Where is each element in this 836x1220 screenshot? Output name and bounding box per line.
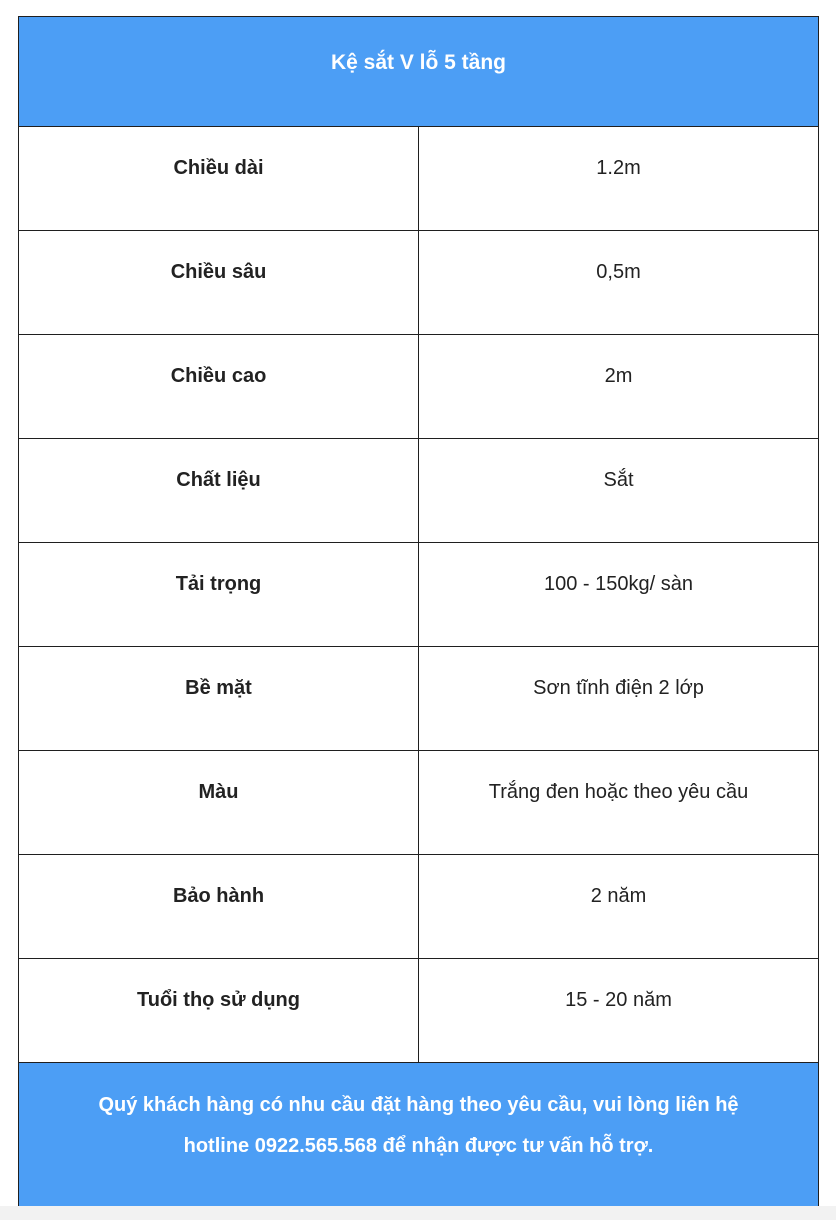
table-row-color bbox=[19, 751, 819, 855]
contact-note-line2: hotline 0922.565.568 để nhận được tư vấn hỗ trợ. bbox=[183, 1135, 654, 1157]
table-row-length bbox=[19, 127, 819, 231]
row-value: 0,5m bbox=[419, 231, 819, 335]
row-label: Chiều dài bbox=[19, 127, 419, 231]
row-value: Trắng đen hoặc theo yêu cầu bbox=[419, 751, 819, 855]
row-value: Sơn tĩnh điện 2 lớp bbox=[419, 647, 819, 751]
table-row-depth bbox=[19, 231, 819, 335]
row-label: Tải trọng bbox=[19, 543, 419, 647]
spec-table bbox=[18, 16, 819, 1209]
table-row-height bbox=[19, 335, 819, 439]
row-label: Màu bbox=[19, 751, 419, 855]
table-row-surface bbox=[19, 647, 819, 751]
contact-note bbox=[19, 1063, 819, 1209]
table-row-load bbox=[19, 543, 819, 647]
table-row-warranty bbox=[19, 855, 819, 959]
table-footer-row bbox=[19, 1063, 819, 1209]
row-value: 2m bbox=[419, 335, 819, 439]
row-value: 15 - 20 năm bbox=[419, 959, 819, 1063]
row-label: Chất liệu bbox=[19, 439, 419, 543]
row-label: Bề mặt bbox=[19, 647, 419, 751]
row-value: 1.2m bbox=[419, 127, 819, 231]
table-header-row bbox=[19, 17, 819, 127]
row-label: Bảo hành bbox=[19, 855, 419, 959]
table-row-lifespan bbox=[19, 959, 819, 1063]
row-value: Sắt bbox=[419, 439, 819, 543]
table-title: Kệ sắt V lỗ 5 tầng bbox=[19, 17, 819, 127]
row-label: Chiều sâu bbox=[19, 231, 419, 335]
page-bottom-strip bbox=[0, 1206, 836, 1220]
contact-note-line1: Quý khách hàng có nhu cầu đặt hàng theo yêu cầu, vui lòng liên hệ bbox=[98, 1094, 739, 1116]
row-label: Chiều cao bbox=[19, 335, 419, 439]
table-row-material bbox=[19, 439, 819, 543]
row-label: Tuổi thọ sử dụng bbox=[19, 959, 419, 1063]
row-value: 2 năm bbox=[419, 855, 819, 959]
row-value: 100 - 150kg/ sàn bbox=[419, 543, 819, 647]
